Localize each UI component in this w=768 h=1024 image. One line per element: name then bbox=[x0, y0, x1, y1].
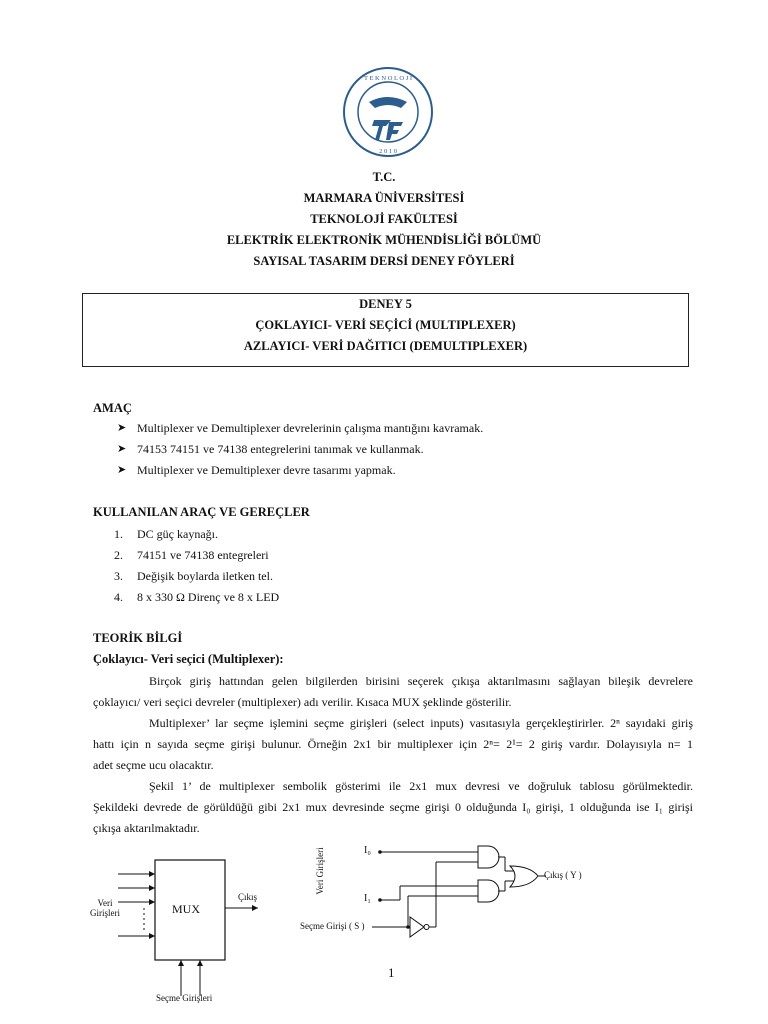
output-y-label: Çıkış ( Y ) bbox=[544, 870, 582, 880]
header-line-1: T.C. bbox=[372, 170, 396, 184]
experiment-title-1: ÇOKLAYICI- VERİ SEÇİCİ (MULTIPLEXER) bbox=[255, 318, 516, 332]
list-item: ➤ Multiplexer ve Demultiplexer devre tasarımı yapmak. bbox=[117, 463, 396, 477]
header-line-4: ELEKTRİK ELEKTRONİK MÜHENDİSLİĞİ BÖLÜMÜ bbox=[226, 233, 542, 247]
faculty-seal-icon bbox=[341, 62, 436, 162]
svg-text:T E K N O L O J İ: T E K N O L O J İ bbox=[363, 75, 413, 82]
mux-circuit-figure bbox=[300, 840, 600, 950]
header-line-2: MARMARA ÜNİVERSİTESİ bbox=[303, 191, 465, 205]
header-line-5: SAYISAL TASARIM DERSİ DENEY FÖYLERİ bbox=[253, 254, 515, 268]
arrow-bullet-icon: ➤ bbox=[117, 464, 127, 476]
section-tools-title: KULLANILAN ARAÇ VE GEREÇLER bbox=[93, 505, 310, 519]
mux-block-diagram bbox=[80, 848, 280, 1008]
paragraph-1: Birçok giriş hattından gelen bilgilerden birisini seçerek çıkışa aktarılmasını sağlayan bileşik devrelere çoklayıcı/ veri seçici devreler (multiplexer) adı verilir. Kısaca MUX şeklinde gösterilir. bbox=[93, 674, 693, 709]
section-theory-title: TEORİK BİLGİ bbox=[93, 631, 183, 645]
list-item: ➤ 74153 74151 ve 74138 entegrelerini tanımak ve kullanmak. bbox=[117, 442, 424, 456]
mux-label: MUX bbox=[172, 902, 201, 916]
input-i0-label: I₀ bbox=[364, 845, 371, 856]
output-label: Çıkış bbox=[238, 892, 258, 902]
list-item: 4. 8 x 330 Ω Direnç ve 8 x LED bbox=[114, 590, 280, 604]
faculty-logo bbox=[341, 62, 436, 162]
list-item: 2. 74151 ve 74138 entegreleri bbox=[114, 548, 269, 562]
experiment-number: DENEY 5 bbox=[359, 297, 412, 311]
data-inputs-side-label: Veri Girişleri bbox=[315, 847, 325, 895]
input-i1-label: I₁ bbox=[364, 893, 371, 904]
mux-block-figure bbox=[80, 848, 280, 1008]
paragraph-3: Şekil 1’ de multiplexer sembolik gösterimi ile 2x1 mux devresi ve doğruluk tablosu görülmektedir. Şekildeki devrede de görüldüğü gibi 2x1 mux devresinde seçme girişi 0 olduğunda I₀ girişi, 1 olduğunda ise I₁ girişi çıkışa aktarılmaktadır. bbox=[93, 779, 693, 835]
experiment-title-2: AZLAYICI- VERİ DAĞITICI (DEMULTIPLEXER) bbox=[243, 339, 528, 353]
list-item: 1. DC güç kaynağı. bbox=[114, 527, 218, 541]
select-inputs-label: Seçme Girişleri bbox=[156, 993, 213, 1003]
list-item: ➤ Multiplexer ve Demultiplexer devrelerinin çalışma mantığını kavramak. bbox=[117, 421, 484, 435]
list-item: 3. Değişik boylarda iletken tel. bbox=[114, 569, 273, 583]
arrow-bullet-icon: ➤ bbox=[117, 443, 127, 455]
theory-subtitle: Çoklayıcı- Veri seçici (Multiplexer): bbox=[93, 652, 284, 666]
svg-text:2 0 1 0: 2 0 1 0 bbox=[379, 148, 397, 155]
data-inputs-label: Veri Girişleri bbox=[90, 898, 120, 918]
experiment-title-box bbox=[82, 293, 689, 367]
paragraph-2: Multiplexer’ lar seçme işlemini seçme girişleri (select inputs) vasıtasıyla gerçekleştirirler. 2ⁿ sayıdaki giriş hattı için n sayıda seçme girişi bulunur. Örneğin 2x1 bir multiplexer için 2ⁿ= 2¹= 2 giriş vardır. Dolayısıyla n= 1 adet seçme ucu olacaktır. bbox=[93, 716, 693, 772]
mux-circuit-diagram bbox=[300, 840, 600, 950]
section-amac-title: AMAÇ bbox=[93, 401, 132, 415]
select-input-label: Seçme Girişi ( S ) bbox=[300, 921, 365, 931]
page-number: 1 bbox=[388, 965, 395, 980]
arrow-bullet-icon: ➤ bbox=[117, 422, 127, 434]
header-line-3: TEKNOLOJİ FAKÜLTESİ bbox=[310, 212, 458, 226]
